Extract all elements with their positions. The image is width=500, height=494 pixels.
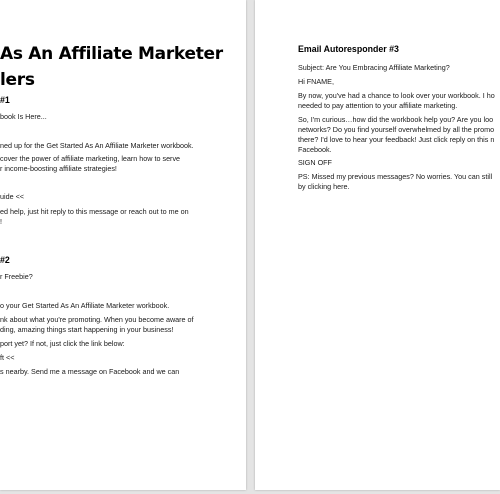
email-1-paragraph-2-line-1: cover the power of affiliate marketing, learn how to serve: [0, 154, 181, 163]
email-1-link: uide <<: [0, 192, 24, 201]
email-1-paragraph-1: ned up for the Get Started As An Affiliate Marketer workbook.: [0, 141, 194, 150]
email-3-paragraph-2-line-3: there? I'd love to hear your feedback! Just click reply on this n: [298, 135, 495, 144]
email-3-paragraph-2-line-2: networks? Do you find yourself overwhelmed by all the promo: [298, 125, 495, 134]
email-2-paragraph-2-line-2: ding, amazing things start happening in your business!: [0, 325, 174, 334]
email-1-subject: book Is Here...: [0, 112, 47, 121]
email-3-paragraph-1-line-1: By now, you've had a chance to look over your workbook. I ho: [298, 91, 495, 100]
email-3-signoff: SIGN OFF: [298, 158, 332, 167]
email-2-paragraph-2-line-1: nk about what you're promoting. When you become aware of: [0, 315, 194, 324]
email-3-ps-line-1: PS: Missed my previous messages? No worries. You can still: [298, 172, 493, 181]
email-1-heading: #1: [0, 95, 10, 105]
email-2-paragraph-1: o your Get Started As An Affiliate Marketer workbook.: [0, 301, 170, 310]
email-1-paragraph-3-line-1: ed help, just hit reply to this message or reach out to me on: [0, 207, 189, 216]
document-page-right: [255, 0, 500, 490]
email-3-subject: Subject: Are You Embracing Affiliate Marketing?: [298, 63, 450, 72]
email-3-heading: Email Autoresponder #3: [298, 44, 399, 54]
document-title-line-2: lers: [0, 70, 35, 90]
email-3-ps-line-2: by clicking here.: [298, 182, 350, 191]
document-page-left: [0, 0, 246, 490]
email-2-heading: #2: [0, 255, 10, 265]
email-1-paragraph-3-line-2: !: [0, 217, 2, 226]
email-2-subject: r Freebie?: [0, 272, 33, 281]
email-2-paragraph-3: port yet? If not, just click the link below:: [0, 339, 125, 348]
document-title-line-1: As An Affiliate Marketer: [0, 44, 223, 64]
email-3-paragraph-2-line-4: Facebook.: [298, 145, 332, 154]
email-3-paragraph-1-line-2: needed to pay attention to your affiliate marketing.: [298, 101, 458, 110]
email-2-paragraph-4: s nearby. Send me a message on Facebook and we can: [0, 367, 180, 376]
email-3-paragraph-2-line-1: So, I'm curious…how did the workbook help you? Are you loo: [298, 115, 494, 124]
email-3-greeting: Hi FNAME,: [298, 77, 334, 86]
email-1-paragraph-2-line-2: r income-boosting affiliate strategies!: [0, 164, 117, 173]
email-2-link: ft <<: [0, 353, 15, 362]
